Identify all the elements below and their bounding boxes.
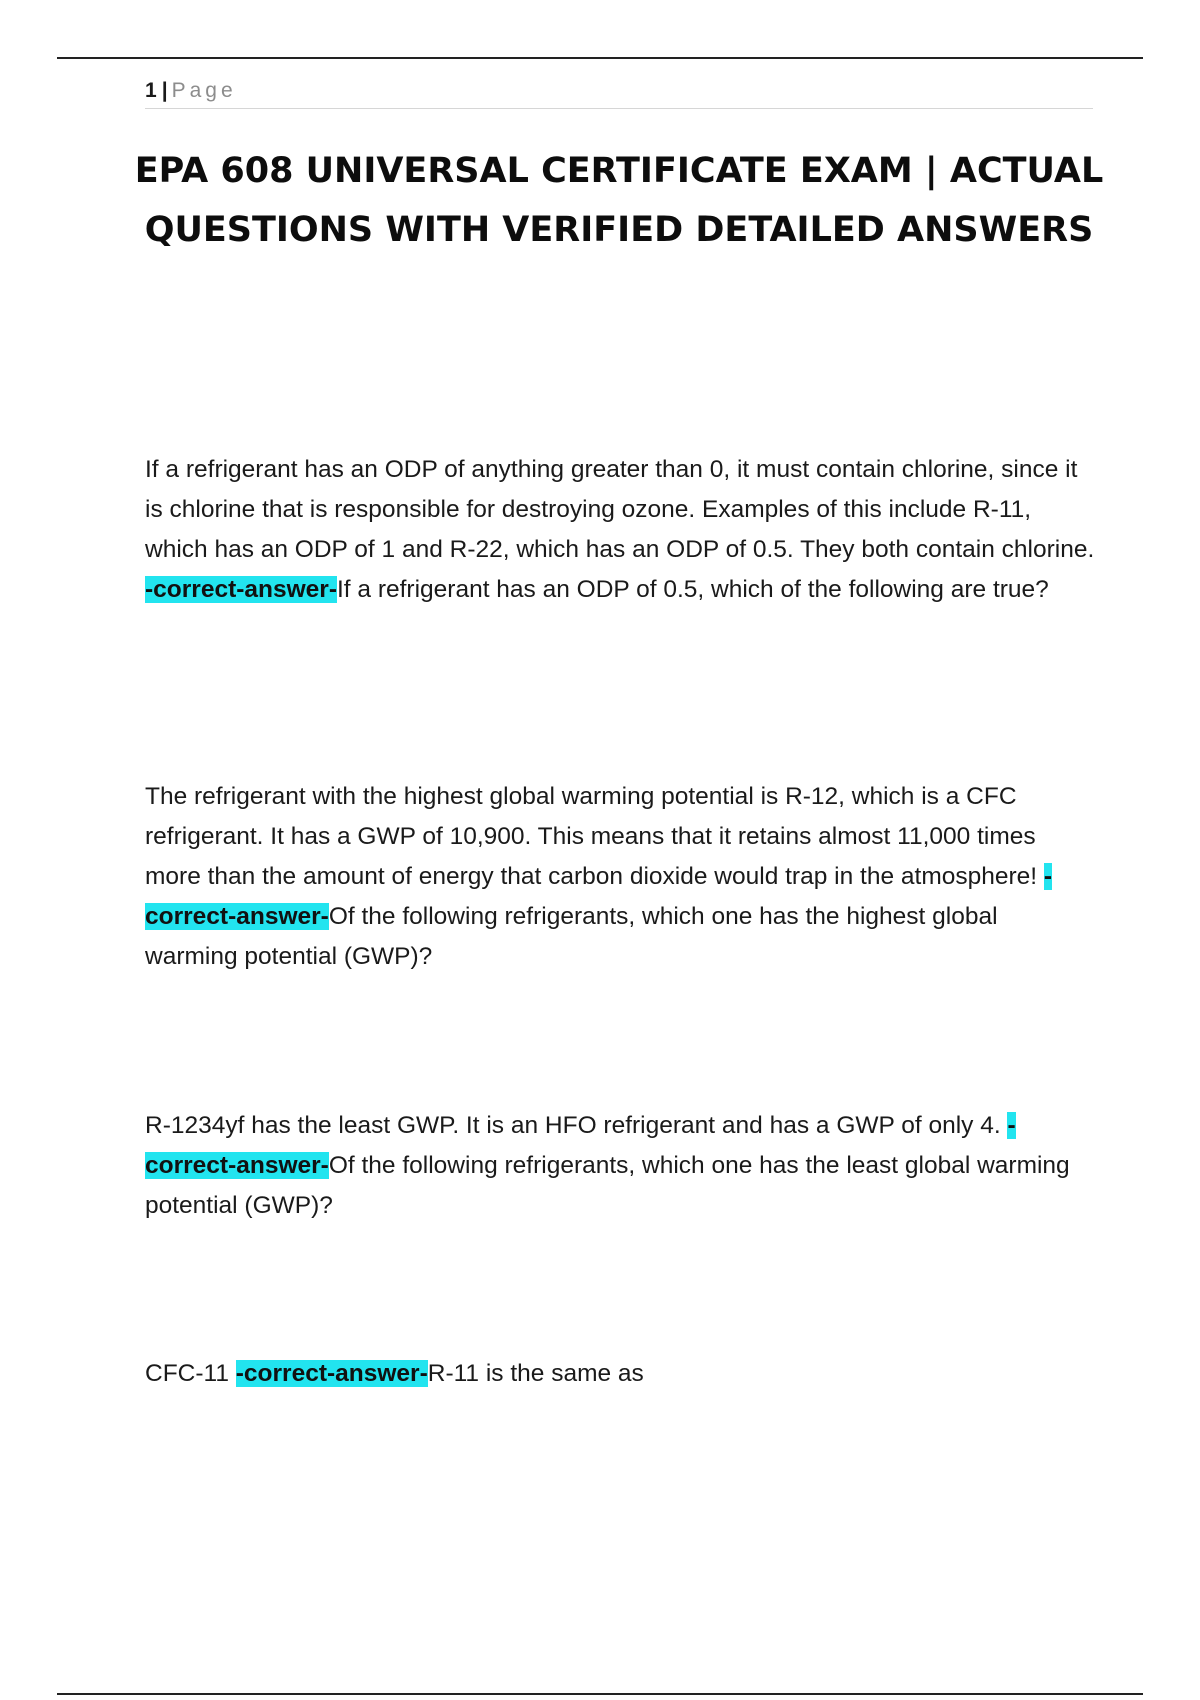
question-text: If a refrigerant has an ODP of 0.5, which of the following are true? xyxy=(336,576,1049,603)
page-header xyxy=(145,74,1093,109)
qa-entry xyxy=(145,1354,1095,1394)
answer-text: CFC-11 xyxy=(145,1360,236,1387)
document-title: EPA 608 UNIVERSAL CERTIFICATE EXAM | ACTUAL QUESTIONS WITH VERIFIED DETAILED ANSWERS xyxy=(134,151,1104,250)
qa-entry xyxy=(145,777,1095,977)
page-label: Page xyxy=(171,79,237,102)
page-separator: | xyxy=(161,79,168,102)
correct-answer-marker: -correct-answer- xyxy=(235,1360,428,1387)
answer-text: The refrigerant with the highest global warming potential is R-12, which is a CFC refrigerant. It has a GWP of 10,900. This means that it retains almost 11,000 times more than the amount of energy that carbon dioxide would trap in the atmosphere! xyxy=(145,783,1044,890)
page-number: 1 xyxy=(145,79,157,102)
correct-answer-marker: -correct-answer- xyxy=(145,576,337,603)
bottom-border-line xyxy=(57,1693,1143,1695)
qa-entry xyxy=(145,450,1095,610)
correct-answer-marker: -correct-answer- xyxy=(145,863,1053,930)
answer-text: If a refrigerant has an ODP of anything greater than 0, it must contain chlorine, since it is chlorine that is responsible for destroying ozone. Examples of this include R-11, which has an ODP of 1 and R-22, which has an ODP of 0.5. They both contain chlorine. xyxy=(145,456,1095,563)
top-border-line xyxy=(57,57,1143,59)
qa-entry xyxy=(145,1106,1095,1226)
question-text: Of the following refrigerants, which one has the highest global warming potential (GWP)? xyxy=(145,903,998,970)
answer-text: R-1234yf has the least GWP. It is an HFO refrigerant and has a GWP of only 4. xyxy=(145,1112,1008,1139)
question-text: R-11 is the same as xyxy=(427,1360,644,1387)
correct-answer-marker: -correct-answer- xyxy=(145,1112,1016,1179)
question-text: Of the following refrigerants, which one has the least global warming potential (GWP)? xyxy=(145,1152,1070,1219)
